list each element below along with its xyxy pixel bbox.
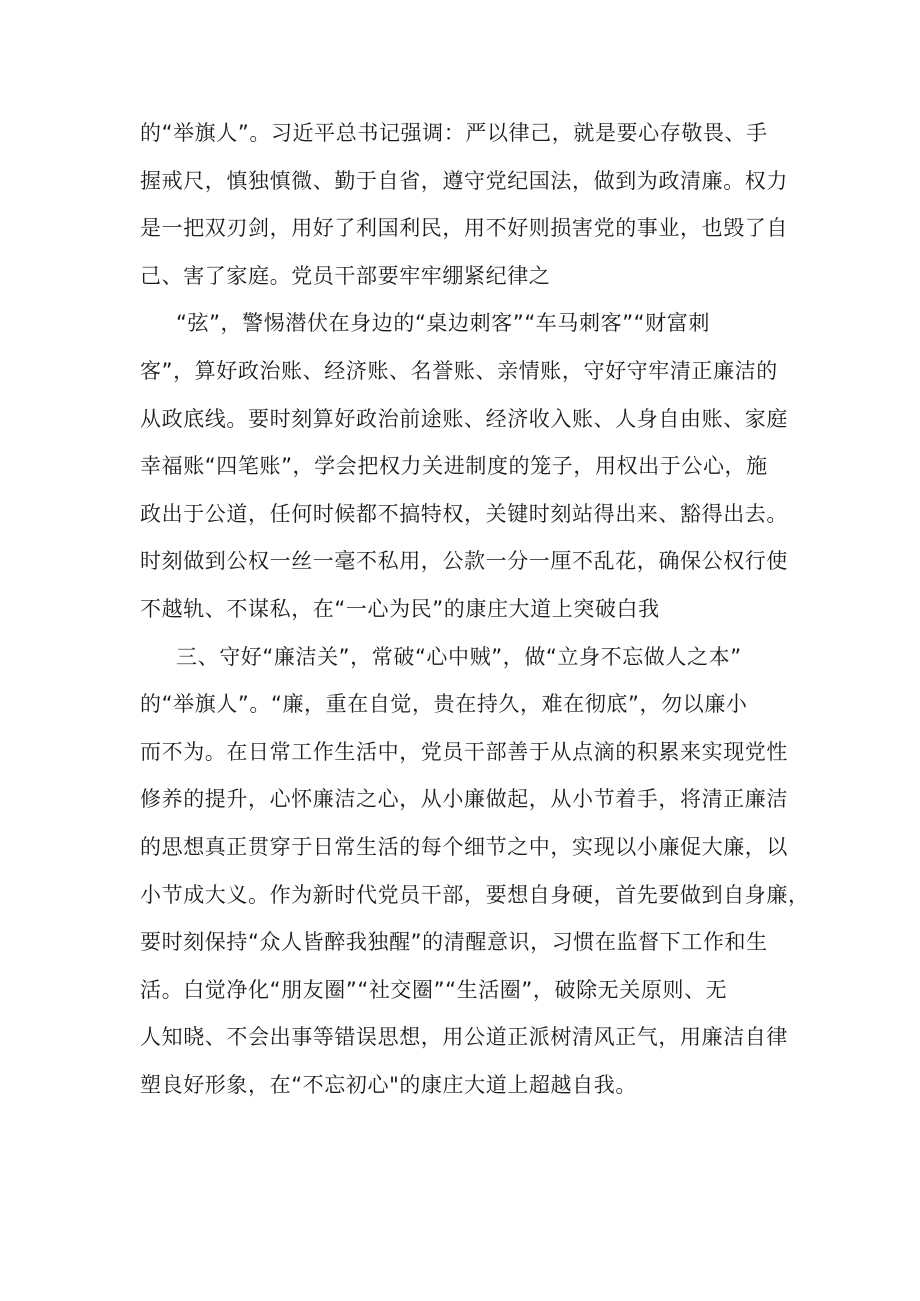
text-line: 客”，算好政治账、经济账、名誉账、亲情账，守好守牢清正廉洁的 — [140, 358, 778, 383]
text-line: 的“举旗人”。“廉，重在自觉，贵在持久，难在彻底”，勿以廉小 — [140, 692, 748, 717]
text-line: 的“举旗人”。习近平总书记强调：严以律己，就是要心存敬畏、手 — [140, 121, 768, 145]
text-line: “弦”，警惕潜伏在身边的“桌边刺客”“车马刺客”“财富刺 — [176, 311, 710, 336]
text-line: 幸福账“四笔账”，学会把权力关进制度的笼子，用权出于公心，施 — [140, 454, 768, 479]
text-line: 时刻做到公权一丝一毫不私用，公款一分一厘不乱花，确保公权行使 — [140, 549, 788, 574]
paragraph-3 — [140, 634, 810, 1110]
document-body — [140, 110, 810, 1109]
text-line: 不越轨、不谋私，在“一心为民”的康庄大道上突破白我 — [140, 596, 660, 621]
text-line: 小节成大义。作为新时代党员干部，要想自身硬，首先要做到自身廉， — [140, 882, 810, 907]
text-line: 而不为。在日常工作生活中，党员干部善于从点滴的积累来实现党性 — [140, 739, 788, 764]
text-line: 修养的提升，心怀廉洁之心，从小廉做起，从小节着手，将清正廉洁 — [140, 787, 788, 812]
paragraph-2 — [140, 300, 800, 633]
text-line: 政出于公道，任何时候都不搞特权，关键时刻站得出来、豁得出去。 — [140, 501, 788, 526]
text-line: 己、害了家庭。党员干部要牢牢绷紧纪律之 — [140, 263, 551, 288]
paragraph-1 — [140, 110, 800, 300]
text-line: 活。白觉净化“朋友圈”“社交圈”“生活圈”，破除无关原则、无 — [140, 977, 728, 1002]
text-line: 的思想真正贯穿于日常生活的每个细节之中，实现以小廉促大廉，以 — [140, 834, 788, 859]
text-line: 握戒尺，慎独慎微、勤于自省，遵守党纪国法，做到为政清廉。权力 — [140, 168, 788, 193]
text-line: 要时刻保持“众人皆醉我独醒”的清醒意识，习惯在监督下工作和生 — [140, 930, 768, 955]
text-line: 从政底线。要时刻算好政治前途账、经济收入账、人身自由账、家庭 — [140, 406, 788, 431]
text-line: 是一把双刃剑，用好了利国利民，用不好则损害党的事业，也毁了自 — [140, 216, 788, 241]
text-line: 三、守好“廉洁关”，常破“心中贼”，做“立身不忘做人之本” — [176, 644, 742, 669]
text-line: 塑良好形象，在“不忘初心"的康庄大道上超越自我。 — [140, 1072, 637, 1097]
text-line: 人知晓、不会出事等错误思想，用公道正派树清风正气，用廉洁自律 — [140, 1025, 788, 1050]
